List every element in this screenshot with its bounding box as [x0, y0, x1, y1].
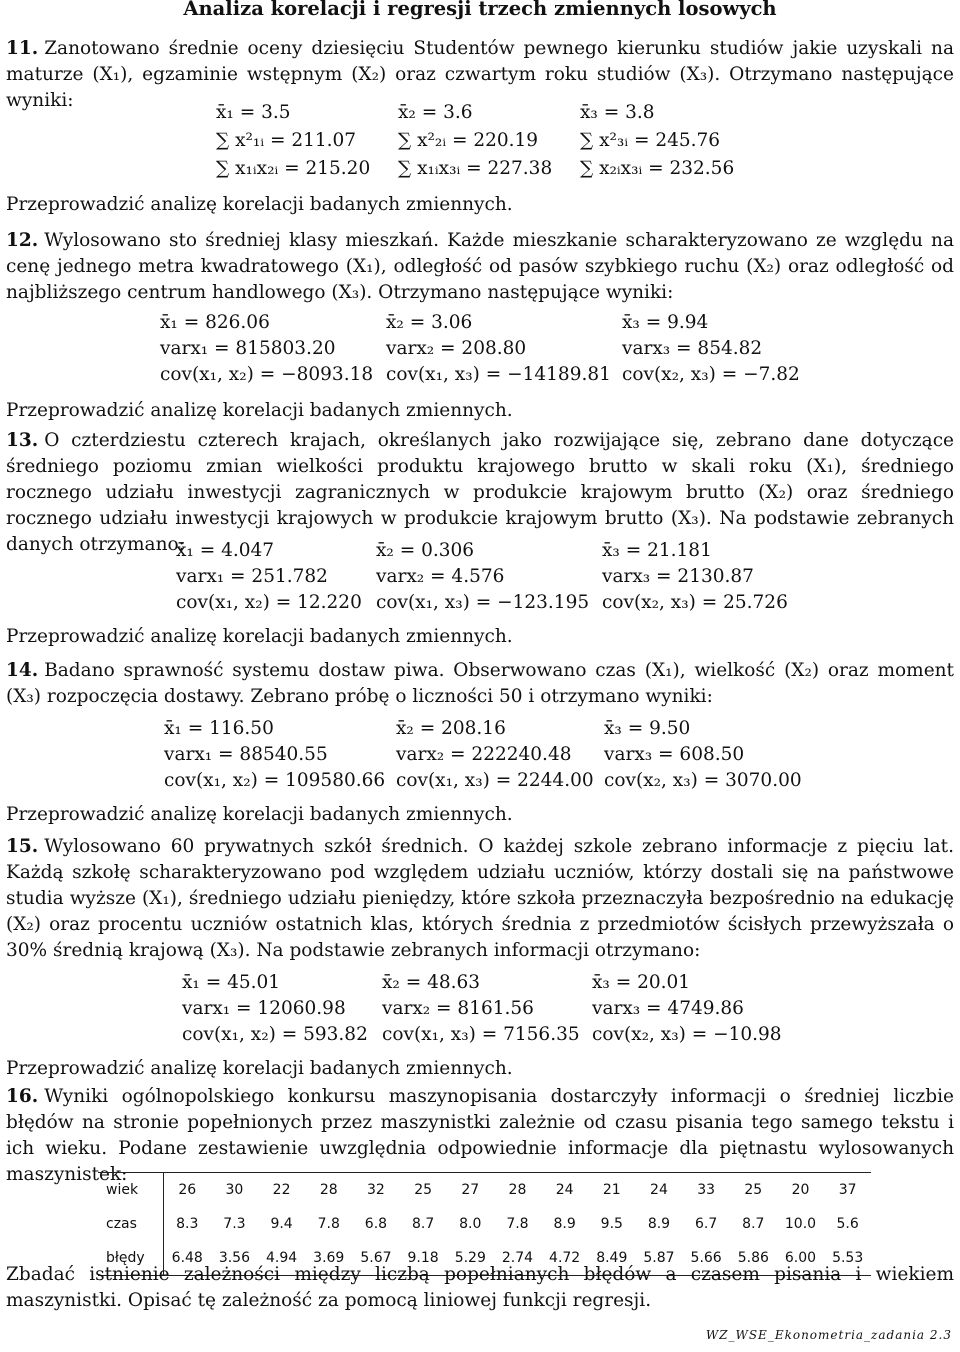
stat-cell: ∑ x²₂ᵢ = 220.19	[398, 130, 539, 151]
table-cell: 20	[777, 1173, 824, 1208]
stat-cell: x̄₃ = 20.01	[592, 972, 691, 993]
stat-cell: cov(x₂, x₃) = 3070.00	[604, 770, 802, 791]
stat-cell: varx₁ = 251.782	[176, 566, 328, 587]
stat-cell: x̄₃ = 9.50	[604, 718, 691, 739]
stat-cell: varx₃ = 608.50	[604, 744, 745, 765]
table-cell: 24	[635, 1173, 682, 1208]
table-cell: 27	[447, 1173, 494, 1208]
table-cell: 24	[541, 1173, 588, 1208]
stat-cell: x̄₂ = 208.16	[396, 718, 506, 739]
problem-text: Wylosowano sto średniej klasy mieszkań. Każde mieszkanie scharakteryzowano ze względu na cenę jednego metra kwadratowego (X₁), odległość od pasów szybkiego ruchu (X₂) oraz odległość od najbliższego centrum handlowego (X₃). Otrzymano następujące wyniki:	[6, 230, 954, 303]
table-cell: 2.74	[494, 1241, 541, 1276]
stat-cell: cov(x₂, x₃) = −10.98	[592, 1024, 782, 1045]
table-cell: 9.4	[270, 1216, 293, 1232]
stat-cell: varx₃ = 2130.87	[602, 566, 754, 587]
table-cell: 5.87	[635, 1241, 682, 1276]
table-cell: 9.5	[600, 1216, 623, 1232]
table-cell: 26	[163, 1173, 211, 1208]
stat-cell: ∑ x₁ᵢx₂ᵢ = 215.20	[216, 158, 371, 179]
stat-cell: varx₂ = 208.80	[386, 338, 527, 359]
document-title: Analiza korelacji i regresji trzech zmiennych losowych	[183, 0, 777, 20]
stat-cell: varx₂ = 8161.56	[382, 998, 534, 1019]
stat-cell: x̄₁ = 4.047	[176, 540, 275, 561]
stat-cell: cov(x₂, x₃) = −7.82	[622, 364, 800, 385]
problem-number: 11.	[6, 38, 39, 59]
stat-cell: cov(x₁, x₃) = 2244.00	[396, 770, 594, 791]
problem-number: 15.	[6, 836, 39, 857]
stat-cell: cov(x₁, x₃) = −14189.81	[386, 364, 611, 385]
table-cell: 5.67	[352, 1241, 399, 1276]
problem-14-instruction: Przeprowadzić analizę korelacji badanych zmiennych.	[6, 804, 513, 825]
problem-11	[6, 36, 954, 114]
problem-12-instruction: Przeprowadzić analizę korelacji badanych zmiennych.	[6, 400, 513, 421]
stat-cell: cov(x₁, x₃) = 7156.35	[382, 1024, 580, 1045]
problem-13-instruction: Przeprowadzić analizę korelacji badanych zmiennych.	[6, 626, 513, 647]
stat-cell: ∑ x₁ᵢx₃ᵢ = 227.38	[398, 158, 553, 179]
stat-cell: varx₁ = 88540.55	[164, 744, 328, 765]
stat-cell: varx₁ = 12060.98	[182, 998, 346, 1019]
table-cell: 6.00	[777, 1241, 824, 1276]
table-cell: 8.7	[742, 1216, 765, 1232]
table-cell: 3.69	[305, 1241, 352, 1276]
table-cell: 10.0	[784, 1216, 817, 1232]
problem-16-tail: Zbadać istnienie zależności między liczbą popełnianych błędów a czasem pisania i wiekiem maszynistki. Opisać tę zależność za pomocą liniowej funkcji regresji.	[6, 1264, 954, 1311]
table-cell: 8.0	[459, 1216, 482, 1232]
table-cell: 7.8	[506, 1216, 529, 1232]
problem-text: Badano sprawność systemu dostaw piwa. Obserwowano czas (X₁), wielkość (X₂) oraz moment (X₃) rozpoczęcia dostawy. Zebrano próbę o liczności 50 i otrzymano wyniki:	[6, 660, 954, 707]
table-cell: 7.8	[317, 1216, 340, 1232]
stat-cell: x̄₂ = 3.06	[386, 312, 473, 333]
problem-text: Zanotowano średnie oceny dziesięciu Studentów pewnego kierunku studiów jakie uzyskali na maturze (X₁), egzaminie wstępnym (X₂) oraz czwartym roku studiów (X₃). Otrzymano następujące wyniki:	[6, 38, 954, 111]
stat-cell: x̄₁ = 116.50	[164, 718, 274, 739]
page-footer: WZ_WSE_Ekonometria_zadania 2.3	[705, 1328, 952, 1342]
problem-15	[6, 834, 954, 964]
problem-number: 12.	[6, 230, 39, 251]
table-cell: 6.48	[163, 1241, 211, 1276]
table-cell: 4.72	[541, 1241, 588, 1276]
stat-cell: cov(x₁, x₂) = 109580.66	[164, 770, 386, 791]
stat-cell: x̄₃ = 9.94	[622, 312, 709, 333]
stat-cell: ∑ x²₁ᵢ = 211.07	[216, 130, 357, 151]
table-cell: 8.49	[588, 1241, 635, 1276]
table-cell: 8.3	[163, 1207, 211, 1241]
problem-number: 14.	[6, 660, 39, 681]
problem-12	[6, 228, 954, 306]
table-cell: 6.8	[364, 1216, 388, 1232]
table-row	[98, 1207, 871, 1241]
table-cell: 33	[683, 1173, 730, 1208]
stat-cell: ∑ x²₃ᵢ = 245.76	[580, 130, 721, 151]
stat-cell: x̄₂ = 3.6	[398, 102, 473, 123]
table-cell: 6.7	[695, 1216, 718, 1232]
table-cell: 8.7	[411, 1216, 435, 1232]
table-cell: 5.6	[836, 1216, 859, 1232]
stat-cell: cov(x₂, x₃) = 25.726	[602, 592, 788, 613]
table-cell: 4.94	[258, 1241, 305, 1276]
stat-cell: varx₃ = 4749.86	[592, 998, 744, 1019]
table-cell: 25	[730, 1173, 777, 1208]
typist-data-table	[98, 1172, 871, 1276]
problem-text: O czterdziestu czterech krajach, określanych jako rozwijające się, zebrano dane dotyczące średniego poziomu zmian wielkości produktu krajowego brutto w skali roku (X₁), średniego rocznego udziału inwestycji zagranicznych w produkcie krajowym brutto (X₂) oraz średniego rocznego udziału inwestycji krajowych w produkcie krajowym brutto (X₃). Na podstawie zebranych danych otrzymano:	[6, 430, 954, 555]
problem-number: 13.	[6, 430, 39, 451]
problem-11-instruction: Przeprowadzić analizę korelacji badanych zmiennych.	[6, 194, 513, 215]
problem-15-instruction: Przeprowadzić analizę korelacji badanych zmiennych.	[6, 1058, 513, 1079]
problem-text: Wyniki ogólnopolskiego konkursu maszynopisania dostarczyły informacji o średniej liczbie błędów na stronie popełnionych przez maszynistki zależnie od czasu pisania tego samego tekstu i ich wieku. Podane zestawienie uwzględnia odpowiednie informacje dla piętnastu wylosowanych maszynistek:	[6, 1086, 954, 1185]
table-cell: 5.86	[730, 1241, 777, 1276]
table-cell: 5.53	[824, 1241, 871, 1276]
row-label: czas	[106, 1216, 137, 1232]
table-cell: 5.29	[447, 1241, 494, 1276]
stat-cell: ∑ x₂ᵢx₃ᵢ = 232.56	[580, 158, 735, 179]
table-cell: 3.56	[211, 1241, 258, 1276]
problem-13	[6, 428, 954, 558]
table-cell: 9.18	[400, 1241, 447, 1276]
stat-cell: x̄₁ = 45.01	[182, 972, 281, 993]
stat-cell: x̄₂ = 48.63	[382, 972, 481, 993]
row-label: błędy	[98, 1241, 163, 1276]
table-cell: 22	[258, 1173, 305, 1208]
stat-cell: x̄₁ = 3.5	[216, 102, 291, 123]
stat-cell: varx₃ = 854.82	[622, 338, 763, 359]
stat-cell: cov(x₁, x₂) = 593.82	[182, 1024, 368, 1045]
table-cell: 37	[824, 1173, 871, 1208]
problem-14	[6, 658, 954, 710]
table-cell: 7.3	[223, 1216, 246, 1232]
problem-text: Wylosowano 60 prywatnych szkół średnich. O każdej szkole zebrano informacje z pięciu lat. Każdą szkołę scharakteryzowano pod względem udziału uczniów, którzy dostali się na państwowe studia wyższe (X₁), średniego udziału pieniędzy, które szkoła przeznaczyła bezpośrednio na edukację (X₂) oraz procentu uczniów ostatnich klas, których średnia z przedmiotów ścisłych przewyższała o 30% średnią krajową (X₃). Na podstawie zebranych informacji otrzymano:	[6, 836, 954, 961]
stat-cell: x̄₃ = 21.181	[602, 540, 712, 561]
stat-cell: x̄₂ = 0.306	[376, 540, 475, 561]
stat-cell: x̄₁ = 826.06	[160, 312, 270, 333]
table-cell: 8.9	[553, 1216, 576, 1232]
table-cell: 28	[494, 1173, 541, 1208]
stat-cell: cov(x₁, x₂) = 12.220	[176, 592, 362, 613]
table-cell: 32	[352, 1173, 399, 1208]
table-cell: 30	[211, 1173, 258, 1208]
stat-cell: cov(x₁, x₃) = −123.195	[376, 592, 590, 613]
table-cell: 25	[400, 1173, 447, 1208]
table-cell: 8.9	[647, 1216, 671, 1232]
table-cell: 28	[305, 1173, 352, 1208]
problem-number: 16.	[6, 1086, 39, 1107]
stat-cell: varx₁ = 815803.20	[160, 338, 336, 359]
table-cell: 21	[588, 1173, 635, 1208]
row-label: wiek	[98, 1173, 163, 1208]
table-cell: 5.66	[683, 1241, 730, 1276]
stat-cell: varx₂ = 222240.48	[396, 744, 572, 765]
stat-cell: x̄₃ = 3.8	[580, 102, 655, 123]
stat-cell: varx₂ = 4.576	[376, 566, 505, 587]
problem-16-instruction	[6, 1262, 954, 1314]
stat-cell: cov(x₁, x₂) = −8093.18	[160, 364, 374, 385]
table-row	[98, 1173, 871, 1208]
